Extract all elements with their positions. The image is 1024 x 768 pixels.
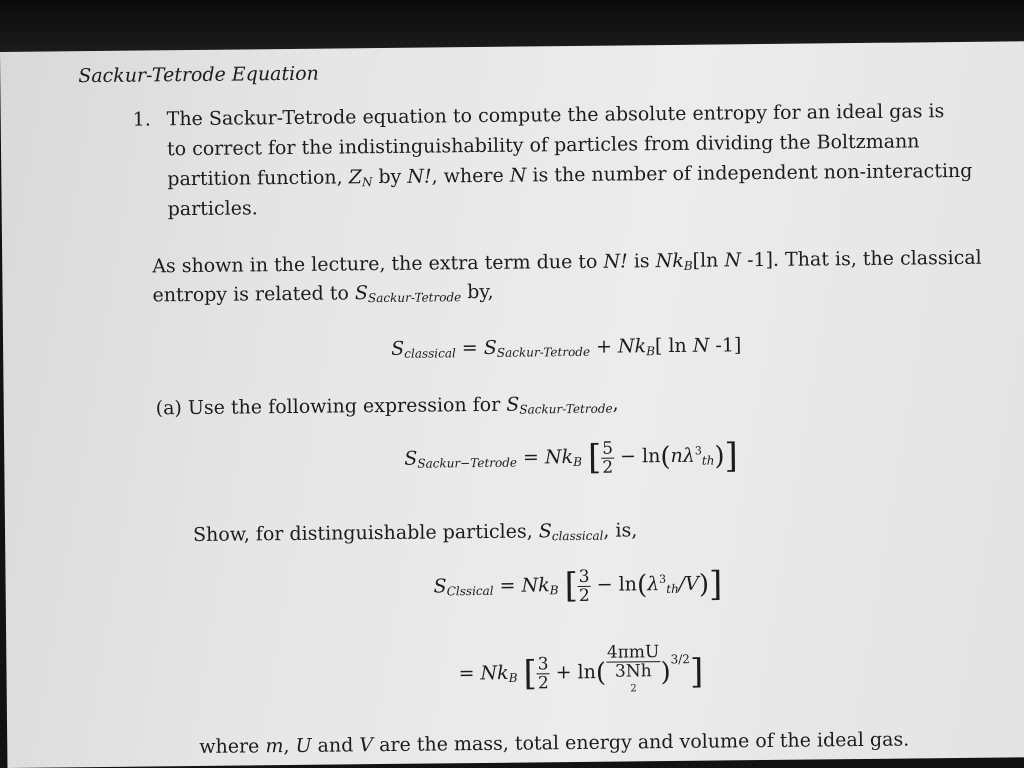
equation-classical-entropy: Sclassical = SSackur-Tetrode + NkB[ ln N -1]	[391, 334, 742, 361]
question-line-2: to correct for the indistinguishability of particles from dividing the Boltzmann	[166, 130, 920, 161]
document-title: Sackur-Tetrode Equation	[78, 62, 319, 88]
question-line-3: partition function, ZN by N!, where N is the number of independent non-interacting	[167, 159, 973, 191]
question-line-4: particles.	[167, 197, 258, 221]
part-a-label: (a) Use the following expression for SSackur-Tetrode,	[155, 392, 619, 420]
equation-classical-expanded: = NkB [ $\frac{3}{2}$ + ln( 4πmU 3Nh $^2$ )$^{3/2}$]	[458, 642, 704, 695]
equation-sackur-tetrode: SSackur−Tetrode = NkB [ $\frac{5}{2}$ − $\ln(n\lambda^3th)$]	[404, 436, 739, 478]
question-line-1: The Sackur-Tetrode equation to compute the absolute entropy for an ideal gas is	[166, 100, 945, 131]
variable-definitions: where m, U and V are the mass, total energy and volume of the ideal gas.	[199, 728, 910, 758]
lecture-note-line-1: As shown in the lecture, the extra term due to N! is NkB[ln N -1]. That is, the classical	[152, 246, 982, 278]
equation-classical-result: SClssical = NkB [ $\frac{3}{2}$ − $\ln(\lambda^3th/V)$]	[433, 564, 723, 607]
lecture-note-line-2: entropy is related to SSackur-Tetrode by,	[152, 280, 494, 307]
document-page	[0, 41, 1024, 768]
show-prompt: Show, for distinguishable particles, Sclassical, is,	[192, 519, 638, 547]
question-number: 1.	[132, 108, 151, 131]
